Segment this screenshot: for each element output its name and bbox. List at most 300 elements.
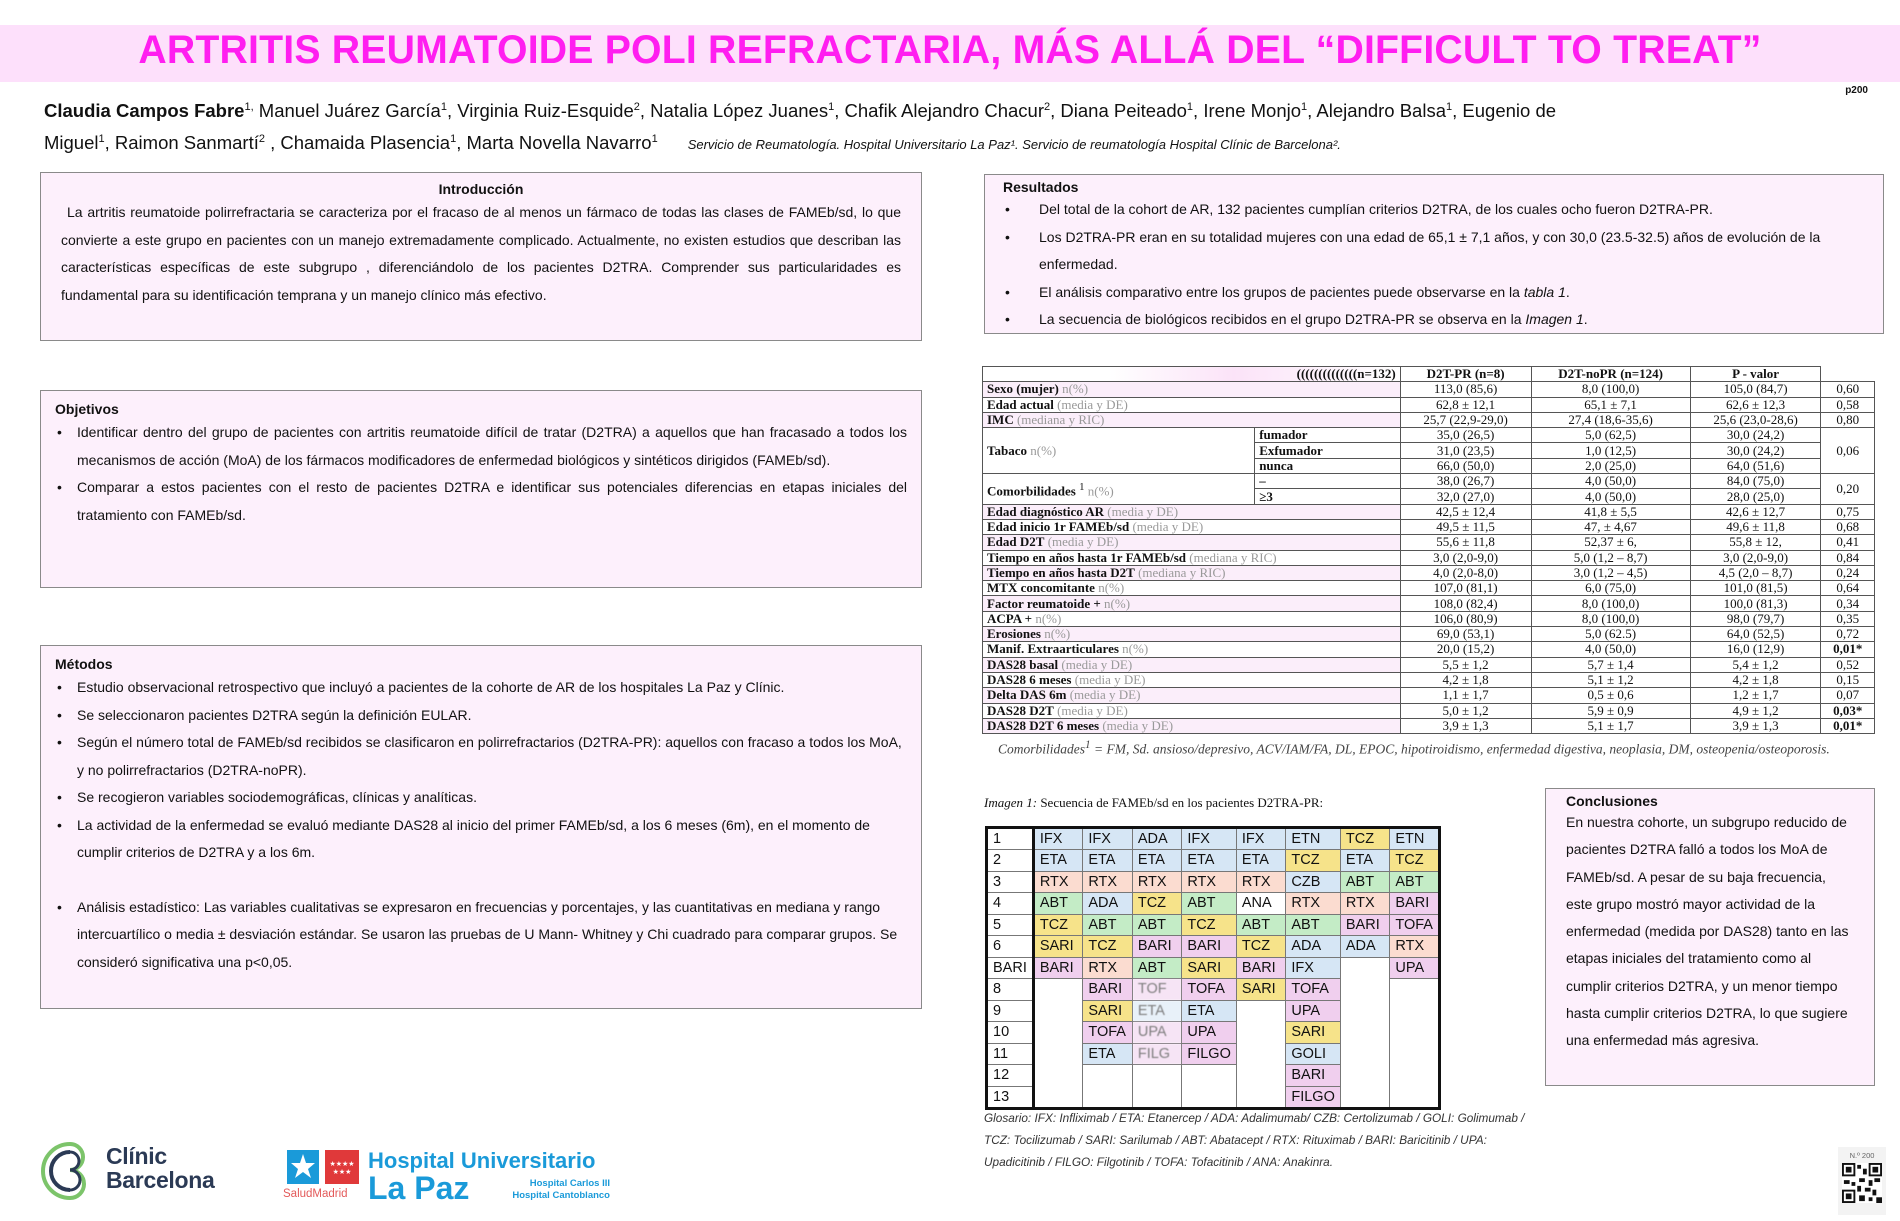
drug-cell: ETN <box>1390 828 1440 850</box>
row-unit: (media y DE) <box>1053 702 1128 718</box>
empty-cell <box>1083 1086 1133 1108</box>
row-label-text: Edad inicio 1r FAMEb/sd <box>987 519 1130 535</box>
sequence-row <box>987 1065 1440 1087</box>
resultado-item: • Los D2TRA-PR eran en su totalidad mujeres con una edad de 65,1 ± 7,1 años, y con 30,0 (23.5-32.5) años de evolución de la enfermedad. <box>1003 224 1865 279</box>
author-name: , Marta Novella Navarro <box>456 132 652 154</box>
row-unit: n(%) <box>1058 381 1089 397</box>
sequence-row <box>987 850 1440 872</box>
empty-cell <box>1340 1000 1390 1022</box>
drug-cell: ETA <box>1182 850 1237 872</box>
drug-cell: RTX <box>1340 893 1390 915</box>
row-label-text: Sexo (mujer) <box>987 381 1059 397</box>
cell-p-value: 0,60 <box>1821 382 1875 397</box>
empty-cell <box>1340 1022 1390 1044</box>
cell-total: 4,0 (2,0-8,0) <box>1400 565 1531 580</box>
row-unit: n(%) <box>1100 595 1131 611</box>
table-row <box>983 688 1875 703</box>
row-label <box>983 565 1401 580</box>
drug-cell: ETA <box>1083 1043 1133 1065</box>
drug-cell: ADA <box>1286 936 1341 958</box>
conclusiones-text: En nuestra cohorte, un subgrupo reducido de pacientes D2TRA falló a todos los MoA de FAMEb/sd. A pesar de su baja frecuencia, este grupo mostró mayor actividad de la enfermedad (medida por DAS28) tanto en las etapas iniciales del tratamiento como al cumplir criterios D2TRA, y un menor tiempo hasta cumplir criterios D2TRA, lo que sugiere una enfermedad más agresiva. <box>1566 814 1849 1049</box>
drug-cell: RTX <box>1182 871 1237 893</box>
cell-d2t-pr: 27,4 (18,6-35,6) <box>1531 412 1690 427</box>
cell-total: 3,0 (2,0-9,0) <box>1400 550 1531 565</box>
clinic-name: Clínic Barcelona <box>106 1143 215 1193</box>
row-label-text: Factor reumatoide + <box>987 595 1101 611</box>
drug-cell: UPA <box>1182 1022 1237 1044</box>
cell-d2t-pr: 3,0 (1,2 – 4,5) <box>1531 565 1690 580</box>
row-label <box>983 535 1401 550</box>
empty-cell <box>1132 1065 1182 1087</box>
table-row <box>983 718 1875 733</box>
row-label <box>983 412 1401 427</box>
sequence-row-number: 12 <box>987 1065 1034 1087</box>
row-label-text: MTX concomitante <box>987 580 1095 596</box>
empty-cell <box>1390 979 1440 1001</box>
cell-p-value: 0,15 <box>1821 672 1875 687</box>
author-name: , Raimon Sanmartí <box>104 132 259 154</box>
metodos-section <box>40 645 922 1009</box>
cell-p-value: 0,41 <box>1821 535 1875 550</box>
table-row <box>983 581 1875 596</box>
drug-cell: UPA <box>1390 957 1440 979</box>
objetivo-item: • Identificar dentro del grupo de pacientes con artritis reumatoide difícil de tratar (D2TRA) a aquellos que han fracasado a todos los mecanismos de acción (MoA) de los fármacos modificadores de enfermedad biológicos y sintéticos dirigidos (FAMEb/sd). <box>55 419 907 474</box>
row-label-text: DAS28 6 meses <box>987 672 1072 688</box>
author-affiliation-mark: 1 <box>98 133 105 146</box>
cell-p-value: 0,06 <box>1821 428 1875 474</box>
drug-cell: ADA <box>1340 936 1390 958</box>
resultados-section <box>984 174 1884 334</box>
drug-cell: FILG <box>1132 1043 1182 1065</box>
cell-total: 4,2 ± 1,8 <box>1400 672 1531 687</box>
hospital-name: Hospital Universitario <box>368 1148 596 1173</box>
sequence-row-number: 5 <box>987 914 1034 936</box>
author-name: Manuel Juárez García <box>253 100 441 122</box>
table-row <box>983 657 1875 672</box>
drug-cell: TCZ <box>1286 850 1341 872</box>
drug-cell: SARI <box>1033 936 1083 958</box>
objetivos-title: Objetivos <box>55 401 119 417</box>
cell-total: 5,0 ± 1,2 <box>1400 703 1531 718</box>
row-label-text: Edad D2T <box>987 534 1045 550</box>
empty-cell <box>1340 979 1390 1001</box>
drug-cell: TCZ <box>1033 914 1083 936</box>
cell-d2t-pr: 41,8 ± 5,5 <box>1531 504 1690 519</box>
drug-cell: BARI <box>1286 1065 1341 1087</box>
cell-d2t-pr: 52,37 ± 6, <box>1531 535 1690 550</box>
drug-cell: RTX <box>1083 957 1133 979</box>
header-total: ((((((((((((((n=132) <box>983 367 1401 382</box>
svg-text:★★★★: ★★★★ <box>329 1160 355 1168</box>
cell-d2t-nopr: 4,2 ± 1,8 <box>1690 672 1821 687</box>
drug-cell: SARI <box>1083 1000 1133 1022</box>
metodo-item: • Según el número total de FAMEb/sd recibidos se clasificaron en polirrefractarios (D2TRA-PR): aquellos con fracaso a todos los MoA, y no polirrefractarios (D2TRA-noPR). <box>55 729 907 784</box>
empty-cell <box>1340 1065 1390 1087</box>
cell-total: 108,0 (82,4) <box>1400 596 1531 611</box>
empty-cell <box>1182 1065 1237 1087</box>
cell-d2t-nopr: 62,6 ± 12,3 <box>1690 397 1821 412</box>
table-footnote: Comorbilidades$^1$ = FM, Sd. ansioso/depresivo, ACV/IAM/FA, DL, EPOC, hipotiroidismo, enfermedad digestiva, neoplasia, DM, osteopenia/osteoporosis. <box>998 739 1830 757</box>
row-label-text: DAS28 D2T 6 meses <box>987 717 1100 733</box>
drug-cell: ETA <box>1236 850 1286 872</box>
cell-total: 69,0 (53,1) <box>1400 627 1531 642</box>
row-label <box>983 397 1401 412</box>
cell-d2t-pr: 4,0 (50,0) <box>1531 489 1690 504</box>
drug-cell: ETA <box>1132 850 1182 872</box>
drug-cell: BARI <box>1390 893 1440 915</box>
cell-d2t-nopr: 28,0 (25,0) <box>1690 489 1821 504</box>
cell-total: 35,0 (26,5) <box>1400 428 1531 443</box>
metodo-item: • Análisis estadístico: Las variables cualitativas se expresaron en frecuencias y porcentajes, y las cuantitativas en mediana y rango intercuartílico o media ± desviación estándar. Se usaron las pruebas de U Mann- Whitney y Chi cuadrado para comparar grupos. Se consideró significativa una p<0,05. <box>55 894 907 977</box>
resultado-item: • La secuencia de biológicos recibidos en el grupo D2TRA-PR se observa en la Imagen 1. <box>1003 306 1865 334</box>
row-label <box>983 688 1401 703</box>
empty-cell <box>1390 1086 1440 1108</box>
cell-total: 42,5 ± 12,4 <box>1400 504 1531 519</box>
drug-cell: SARI <box>1236 979 1286 1001</box>
cell-d2t-pr: 5,1 ± 1,2 <box>1531 672 1690 687</box>
drug-cell: TOF <box>1132 979 1182 1001</box>
drug-cell: ETA <box>1182 1000 1237 1022</box>
table-row <box>983 474 1875 489</box>
cell-d2t-nopr: 5,4 ± 1,2 <box>1690 657 1821 672</box>
row-unit: (media y DE) <box>1066 687 1141 703</box>
row-label <box>983 596 1401 611</box>
row-unit: n(%) <box>1094 580 1125 596</box>
table-row <box>983 611 1875 626</box>
row-unit: (mediana y RIC) <box>1134 565 1226 580</box>
row-label <box>983 611 1401 626</box>
drug-cell: TOFA <box>1182 979 1237 1001</box>
drug-cell: ADA <box>1083 893 1133 915</box>
la-paz-logo <box>283 1148 623 1208</box>
row-unit: (media y DE) <box>1099 717 1174 733</box>
cell-total: 55,6 ± 11,8 <box>1400 535 1531 550</box>
cell-d2t-nopr: 42,6 ± 12,7 <box>1690 504 1821 519</box>
table-row <box>983 382 1875 397</box>
table-row <box>983 428 1875 443</box>
cell-d2t-nopr: 1,2 ± 1,7 <box>1690 688 1821 703</box>
row-label-text: Comorbilidades <box>987 483 1080 499</box>
introduccion-text: La artritis reumatoide polirrefractaria se caracteriza por el fracaso de al menos un fármaco de todas las clases de FAMEb/sd, lo que convierte a este grupo en pacientes con un manejo extremadamente complicado. Actualmente, no existen estudios que describan las características específicas de este subgrupo , diferenciándolo de los pacientes D2TRA. Comprender sus particularidades es fundamental para su identificación temprana y un manejo clínico más efectivo. <box>61 204 901 303</box>
row-label <box>983 672 1401 687</box>
table-row <box>983 504 1875 519</box>
cell-d2t-nopr: 100,0 (81,3) <box>1690 596 1821 611</box>
cell-d2t-pr: 65,1 ± 7,1 <box>1531 397 1690 412</box>
empty-cell <box>1033 1043 1083 1065</box>
cell-d2t-nopr: 64,0 (51,6) <box>1690 458 1821 473</box>
row-label <box>983 550 1401 565</box>
author-name: , Irene Monjo <box>1193 100 1302 122</box>
empty-cell <box>1390 1065 1440 1087</box>
cell-total: 62,8 ± 12,1 <box>1400 397 1531 412</box>
table-row <box>983 642 1875 657</box>
svg-text:★★★: ★★★ <box>332 1168 352 1176</box>
cell-d2t-pr: 4,0 (50,0) <box>1531 642 1690 657</box>
drug-cell: BARI <box>1033 957 1083 979</box>
la-paz-name: La Paz <box>368 1170 470 1206</box>
footnote-mark: 1 <box>1079 480 1085 493</box>
cell-total: 113,0 (85,6) <box>1400 382 1531 397</box>
cell-d2t-nopr: 84,0 (75,0) <box>1690 474 1821 489</box>
cell-d2t-pr: 8,0 (100,0) <box>1531 611 1690 626</box>
poster-code: p200 <box>1845 85 1868 96</box>
drug-cell: RTX <box>1033 871 1083 893</box>
drug-cell: TCZ <box>1236 936 1286 958</box>
table-header-row <box>983 367 1875 382</box>
cell-p-value: 0,24 <box>1821 565 1875 580</box>
cell-d2t-pr: 5,9 ± 0,9 <box>1531 703 1690 718</box>
row-label-text: Tabaco <box>987 442 1027 458</box>
row-unit: n(%) <box>1084 483 1114 499</box>
cell-d2t-nopr: 30,0 (24,2) <box>1690 428 1821 443</box>
drug-cell: RTX <box>1132 871 1182 893</box>
empty-cell <box>1340 1086 1390 1108</box>
row-label-text: Manif. Extraarticulares <box>987 641 1119 657</box>
empty-cell <box>1033 1065 1083 1087</box>
drug-cell: TOFA <box>1390 914 1440 936</box>
drug-cell: ETN <box>1286 828 1341 850</box>
drug-cell: BARI <box>1083 979 1133 1001</box>
sequence-row-number: 9 <box>987 1000 1034 1022</box>
author-affiliation-mark: 1, <box>244 101 254 113</box>
author-name: , Diana Peiteado <box>1050 100 1187 122</box>
row-unit: (media y DE) <box>1104 503 1179 519</box>
sequence-row-number: BARI <box>987 957 1034 979</box>
row-unit: (media y DE) <box>1053 396 1128 412</box>
cell-total: 38,0 (26,7) <box>1400 474 1531 489</box>
resultados-title: Resultados <box>1003 179 1079 195</box>
row-label-text: DAS28 D2T <box>987 702 1054 718</box>
metodo-item: • Se recogieron variables sociodemográficas, clínicas y analíticas. <box>55 784 907 812</box>
authors-line-1 <box>44 93 1804 125</box>
drug-cell: ETA <box>1033 850 1083 872</box>
cell-d2t-nopr: 49,6 ± 11,8 <box>1690 519 1821 534</box>
cell-total: 66,0 (50,0) <box>1400 458 1531 473</box>
cell-total: 5,5 ± 1,2 <box>1400 657 1531 672</box>
cell-d2t-pr: 5,0 (62,5) <box>1531 428 1690 443</box>
cell-d2t-nopr: 25,6 (23,0-28,6) <box>1690 412 1821 427</box>
author-name: , Alejandro Balsa <box>1307 100 1446 122</box>
drug-cell: BARI <box>1182 936 1237 958</box>
row-label <box>983 642 1401 657</box>
drug-cell: UPA <box>1286 1000 1341 1022</box>
empty-cell <box>1033 979 1083 1001</box>
empty-cell <box>1340 1043 1390 1065</box>
introduccion-section <box>40 172 922 341</box>
header-p: P - valor <box>1690 367 1821 382</box>
cell-d2t-nopr: 16,0 (12,9) <box>1690 642 1821 657</box>
row-label <box>983 657 1401 672</box>
sequence-row-number: 10 <box>987 1022 1034 1044</box>
author-affiliation-mark: 1 <box>450 133 457 146</box>
cell-p-value: 0,34 <box>1821 596 1875 611</box>
tabla-ref: tabla 1 <box>1523 283 1566 300</box>
cell-p-value: 0,58 <box>1821 397 1875 412</box>
cell-d2t-pr: 0,5 ± 0,6 <box>1531 688 1690 703</box>
drug-cell: ABT <box>1083 914 1133 936</box>
table-row <box>983 535 1875 550</box>
row-unit: (mediana y RIC) <box>1186 549 1277 565</box>
drug-cell: SARI <box>1182 957 1237 979</box>
empty-cell <box>1033 1086 1083 1108</box>
drug-cell: TOFA <box>1083 1022 1133 1044</box>
row-label-text: Tiempo en años hasta 1r FAMEb/sd <box>987 549 1187 565</box>
authors-line-2 <box>44 125 1804 159</box>
sequence-row-number: 11 <box>987 1043 1034 1065</box>
sequence-row <box>987 936 1440 958</box>
drug-cell: TCZ <box>1390 850 1440 872</box>
row-label <box>983 627 1401 642</box>
drug-cell: RTX <box>1390 936 1440 958</box>
drug-cell: TCZ <box>1340 828 1390 850</box>
drug-cell: SARI <box>1286 1022 1341 1044</box>
drug-cell: ABT <box>1286 914 1341 936</box>
cell-p-value: 0,52 <box>1821 657 1875 672</box>
drug-cell: ABT <box>1033 893 1083 915</box>
author-affiliation-mark: 2 <box>1044 101 1051 113</box>
affiliation: Servicio de Reumatología. Hospital Universitario La Paz¹. Servicio de reumatología Hospital Clínic de Barcelona². <box>687 137 1341 153</box>
cell-p-value: 0,35 <box>1821 611 1875 626</box>
cell-d2t-nopr: 3,0 (2,0-9,0) <box>1690 550 1821 565</box>
row-label-text: IMC <box>987 412 1014 428</box>
sequence-row <box>987 957 1440 979</box>
drug-cell: BARI <box>1132 936 1182 958</box>
cell-total: 25,7 (22,9-29,0) <box>1400 412 1531 427</box>
empty-cell <box>1236 1065 1286 1087</box>
drug-cell: IFX <box>1182 828 1237 850</box>
drug-cell: ETA <box>1083 850 1133 872</box>
row-label <box>983 474 1255 505</box>
cell-d2t-pr: 5,0 (1,2 – 8,7) <box>1531 550 1690 565</box>
drug-cell: RTX <box>1286 893 1341 915</box>
table-row <box>983 672 1875 687</box>
cell-p-value: 0,03* <box>1821 703 1875 718</box>
drug-cell: IFX <box>1286 957 1341 979</box>
cell-d2t-nopr: 4,9 ± 1,2 <box>1690 703 1821 718</box>
cell-d2t-nopr: 105,0 (84,7) <box>1690 382 1821 397</box>
drug-cell: TCZ <box>1132 893 1182 915</box>
drug-cell: ABT <box>1236 914 1286 936</box>
row-unit: (mediana y RIC) <box>1013 412 1105 428</box>
cell-p-value: 0,68 <box>1821 519 1875 534</box>
cell-d2t-pr: 2,0 (25,0) <box>1531 458 1690 473</box>
cell-d2t-nopr: 55,8 ± 12, <box>1690 535 1821 550</box>
sequence-row <box>987 1043 1440 1065</box>
affiliated-hospitals: Hospital Carlos III Hospital Cantoblanco <box>512 1178 610 1201</box>
metodos-title: Métodos <box>55 656 113 672</box>
author-name: Claudia Campos Fabre <box>44 100 245 122</box>
empty-cell <box>1236 1086 1286 1108</box>
cell-total: 32,0 (27,0) <box>1400 489 1531 504</box>
row-unit: (media y DE) <box>1129 519 1204 535</box>
poster-title: ARTRITIS REUMATOIDE POLI REFRACTARIA, MÁS ALLÁ DEL “DIFFICULT TO TREAT” <box>138 28 1762 72</box>
sequence-row-number: 1 <box>987 828 1034 850</box>
empty-cell <box>1033 1000 1083 1022</box>
empty-cell <box>1033 1022 1083 1044</box>
author-affiliation-mark: 1 <box>1301 101 1308 113</box>
table-row <box>983 397 1875 412</box>
drug-cell: GOLI <box>1286 1043 1341 1065</box>
drug-cell: RTX <box>1083 871 1133 893</box>
author-affiliation-mark: 1 <box>440 101 447 113</box>
empty-cell <box>1083 1065 1133 1087</box>
author-name: , Eugenio de <box>1452 100 1557 122</box>
cell-p-value: 0,64 <box>1821 581 1875 596</box>
empty-cell <box>1390 1000 1440 1022</box>
table-row <box>983 519 1875 534</box>
row-unit: (media y DE) <box>1044 534 1119 550</box>
cell-p-value: 0,07 <box>1821 688 1875 703</box>
cell-d2t-pr: 5,1 ± 1,7 <box>1531 718 1690 733</box>
sequence-row <box>987 893 1440 915</box>
sequence-row <box>987 914 1440 936</box>
drug-cell: TOFA <box>1286 979 1341 1001</box>
drug-cell: ABT <box>1340 871 1390 893</box>
author-name: , Virginia Ruiz-Esquide <box>446 100 634 122</box>
row-label <box>983 718 1401 733</box>
row-unit: n(%) <box>1040 626 1071 642</box>
row-label <box>983 519 1401 534</box>
row-unit: n(%) <box>1032 610 1062 626</box>
row-label-text: DAS28 basal <box>987 656 1059 672</box>
row-label-text: Edad diagnóstico AR <box>987 503 1105 519</box>
sequence-row <box>987 979 1440 1001</box>
cell-d2t-nopr: 30,0 (24,2) <box>1690 443 1821 458</box>
cell-d2t-nopr: 3,9 ± 1,3 <box>1690 718 1821 733</box>
drug-cell: ABT <box>1132 914 1182 936</box>
row-label <box>983 703 1401 718</box>
clinic-barcelona-logo <box>40 1136 230 1206</box>
cell-d2t-nopr: 4,5 (2,0 – 8,7) <box>1690 565 1821 580</box>
row-label-text: ACPA + <box>987 610 1033 626</box>
sub-label: fumador <box>1255 428 1401 443</box>
imagen-1-caption: Imagen 1: Secuencia de FAMEb/sd en los pacientes D2TRA-PR: <box>984 795 1324 810</box>
row-unit: (media y DE) <box>1058 656 1133 672</box>
drug-cell: CZB <box>1286 871 1341 893</box>
introduccion-title: Introducción <box>438 181 524 197</box>
salud-madrid-text: SaludMadrid <box>283 1188 348 1200</box>
cell-p-value: 0,01* <box>1821 718 1875 733</box>
sub-label: Exfumador <box>1255 443 1401 458</box>
drug-cell: ABT <box>1132 957 1182 979</box>
cell-p-value: 0,72 <box>1821 627 1875 642</box>
cell-d2t-pr: 4,0 (50,0) <box>1531 474 1690 489</box>
sequence-row-number: 8 <box>987 979 1034 1001</box>
row-unit: n(%) <box>1026 442 1057 458</box>
row-label <box>983 504 1401 519</box>
row-label-text: Erosiones <box>987 626 1041 642</box>
table-row <box>983 550 1875 565</box>
drug-cell: FILGO <box>1182 1043 1237 1065</box>
resultado-item: • El análisis comparativo entre los grupos de pacientes puede observarse en la tabla 1. <box>1003 279 1865 307</box>
cell-total: 49,5 ± 11,5 <box>1400 519 1531 534</box>
objetivo-item: • Comparar a estos pacientes con el resto de pacientes D2TRA e identificar sus potenciales diferencias en etapas iniciales del tratamiento con FAMEb/sd. <box>55 474 907 529</box>
conclusiones-section <box>1545 788 1875 1086</box>
row-label-text: Tiempo en años hasta D2T <box>987 565 1135 580</box>
sequence-row-number: 13 <box>987 1086 1034 1108</box>
cell-d2t-pr: 5,7 ± 1,4 <box>1531 657 1690 672</box>
drug-cell: TCZ <box>1182 914 1237 936</box>
qr-code-icon[interactable] <box>1842 1163 1882 1203</box>
empty-cell <box>1340 957 1390 979</box>
cell-d2t-pr: 8,0 (100,0) <box>1531 382 1690 397</box>
cell-d2t-nopr: 101,0 (81,5) <box>1690 581 1821 596</box>
author-name: , Chamaida Plasencia <box>264 132 451 154</box>
metodo-item: • Estudio observacional retrospectivo que incluyó a pacientes de la cohorte de AR de los hospitales La Paz y Clínic. <box>55 674 907 702</box>
drug-cell: ABT <box>1390 871 1440 893</box>
sub-label: ≥3 <box>1255 489 1401 504</box>
drug-cell: ETA <box>1132 1000 1182 1022</box>
